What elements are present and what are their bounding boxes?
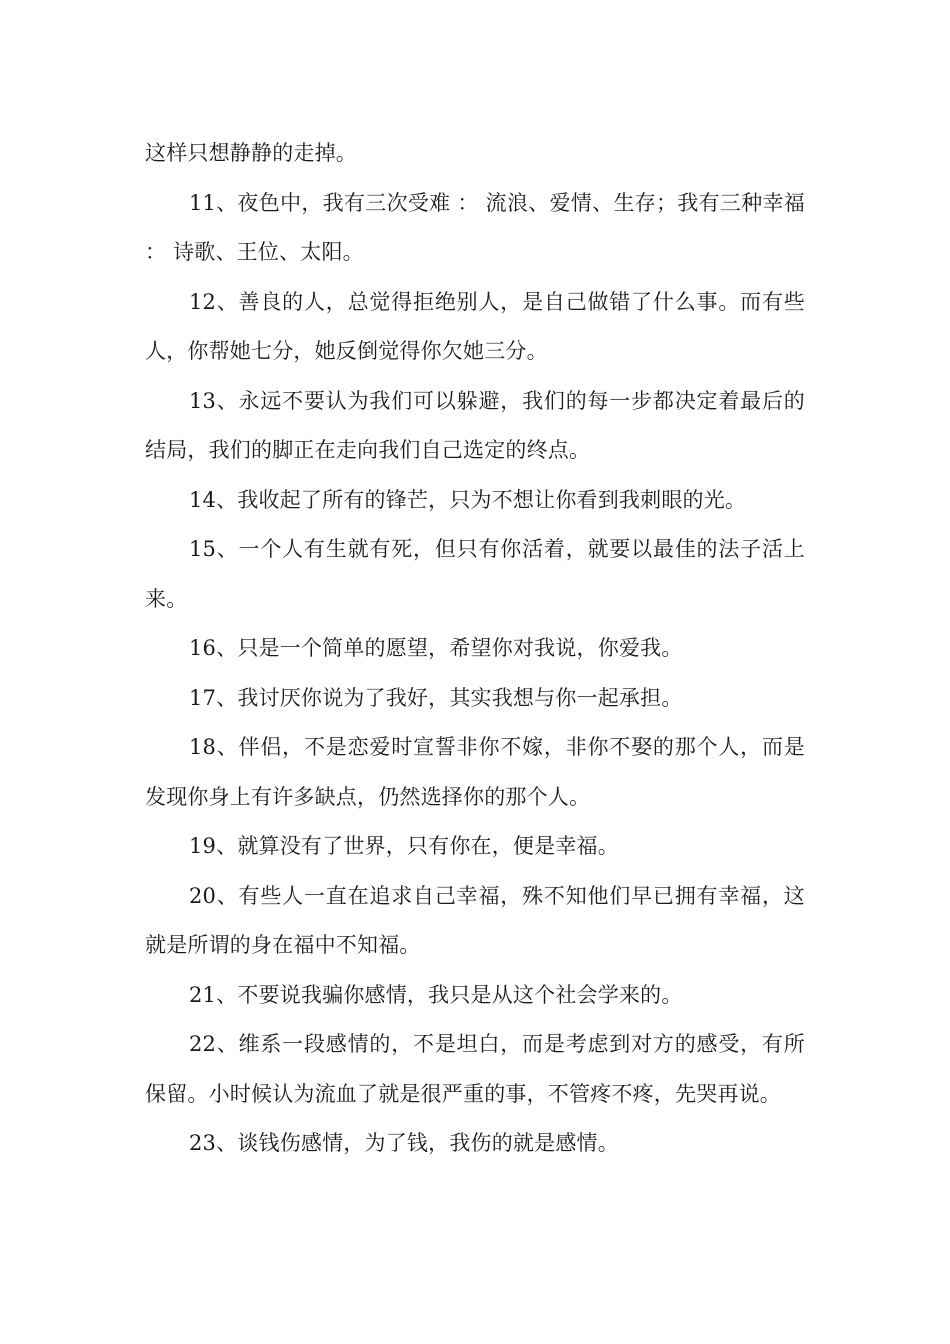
paragraph: 18、伴侣，不是恋爱时宣誓非你不嫁，非你不娶的那个人，而是发现你身上有许多缺点，仍然选择你的那个人。: [145, 735, 805, 809]
paragraph: 13、永远不要认为我们可以躲避，我们的每一步都决定着最后的结局，我们的脚正在走向我们自己选定的终点。: [145, 388, 805, 462]
paragraph: 14、我收起了所有的锋芒，只为不想让你看到我刺眼的光。: [189, 487, 747, 512]
paragraph: 20、有些人一直在追求自己幸福，殊不知他们早已拥有幸福，这就是所谓的身在福中不知福。: [145, 883, 805, 957]
document-body: [145, 129, 805, 1169]
paragraph: 12、善良的人，总觉得拒绝别人，是自己做错了什么事。而有些人，你帮她七分，她反倒觉得你欠她三分。: [145, 289, 805, 363]
paragraph: 22、维系一段感情的，不是坦白，而是考虑到对方的感受，有所保留。小时候认为流血了就是很严重的事，不管疼不疼，先哭再说。: [145, 1032, 805, 1106]
paragraph: 23、谈钱伤感情，为了钱，我伤的就是感情。: [189, 1131, 619, 1155]
paragraph: 这样只想静静的走掉。: [145, 141, 357, 165]
paragraph: 19、就算没有了世界，只有你在，便是幸福。: [189, 834, 619, 858]
paragraph: 15、一个人有生就有死，但只有你活着，就要以最佳的法子活上来。: [145, 537, 805, 611]
paragraph: 16、只是一个简单的愿望，希望你对我说，你爱我。: [189, 636, 683, 660]
paragraph: 11、夜色中，我有三次受难 ： 流浪、爱情、生存；我有三种幸福 ： 诗歌、王位、太阳。: [145, 190, 805, 264]
paragraph: 17、我讨厌你说为了我好，其实我想与你一起承担。: [189, 685, 683, 710]
paragraph: 21、不要说我骗你感情，我只是从这个社会学来的。: [189, 982, 683, 1007]
